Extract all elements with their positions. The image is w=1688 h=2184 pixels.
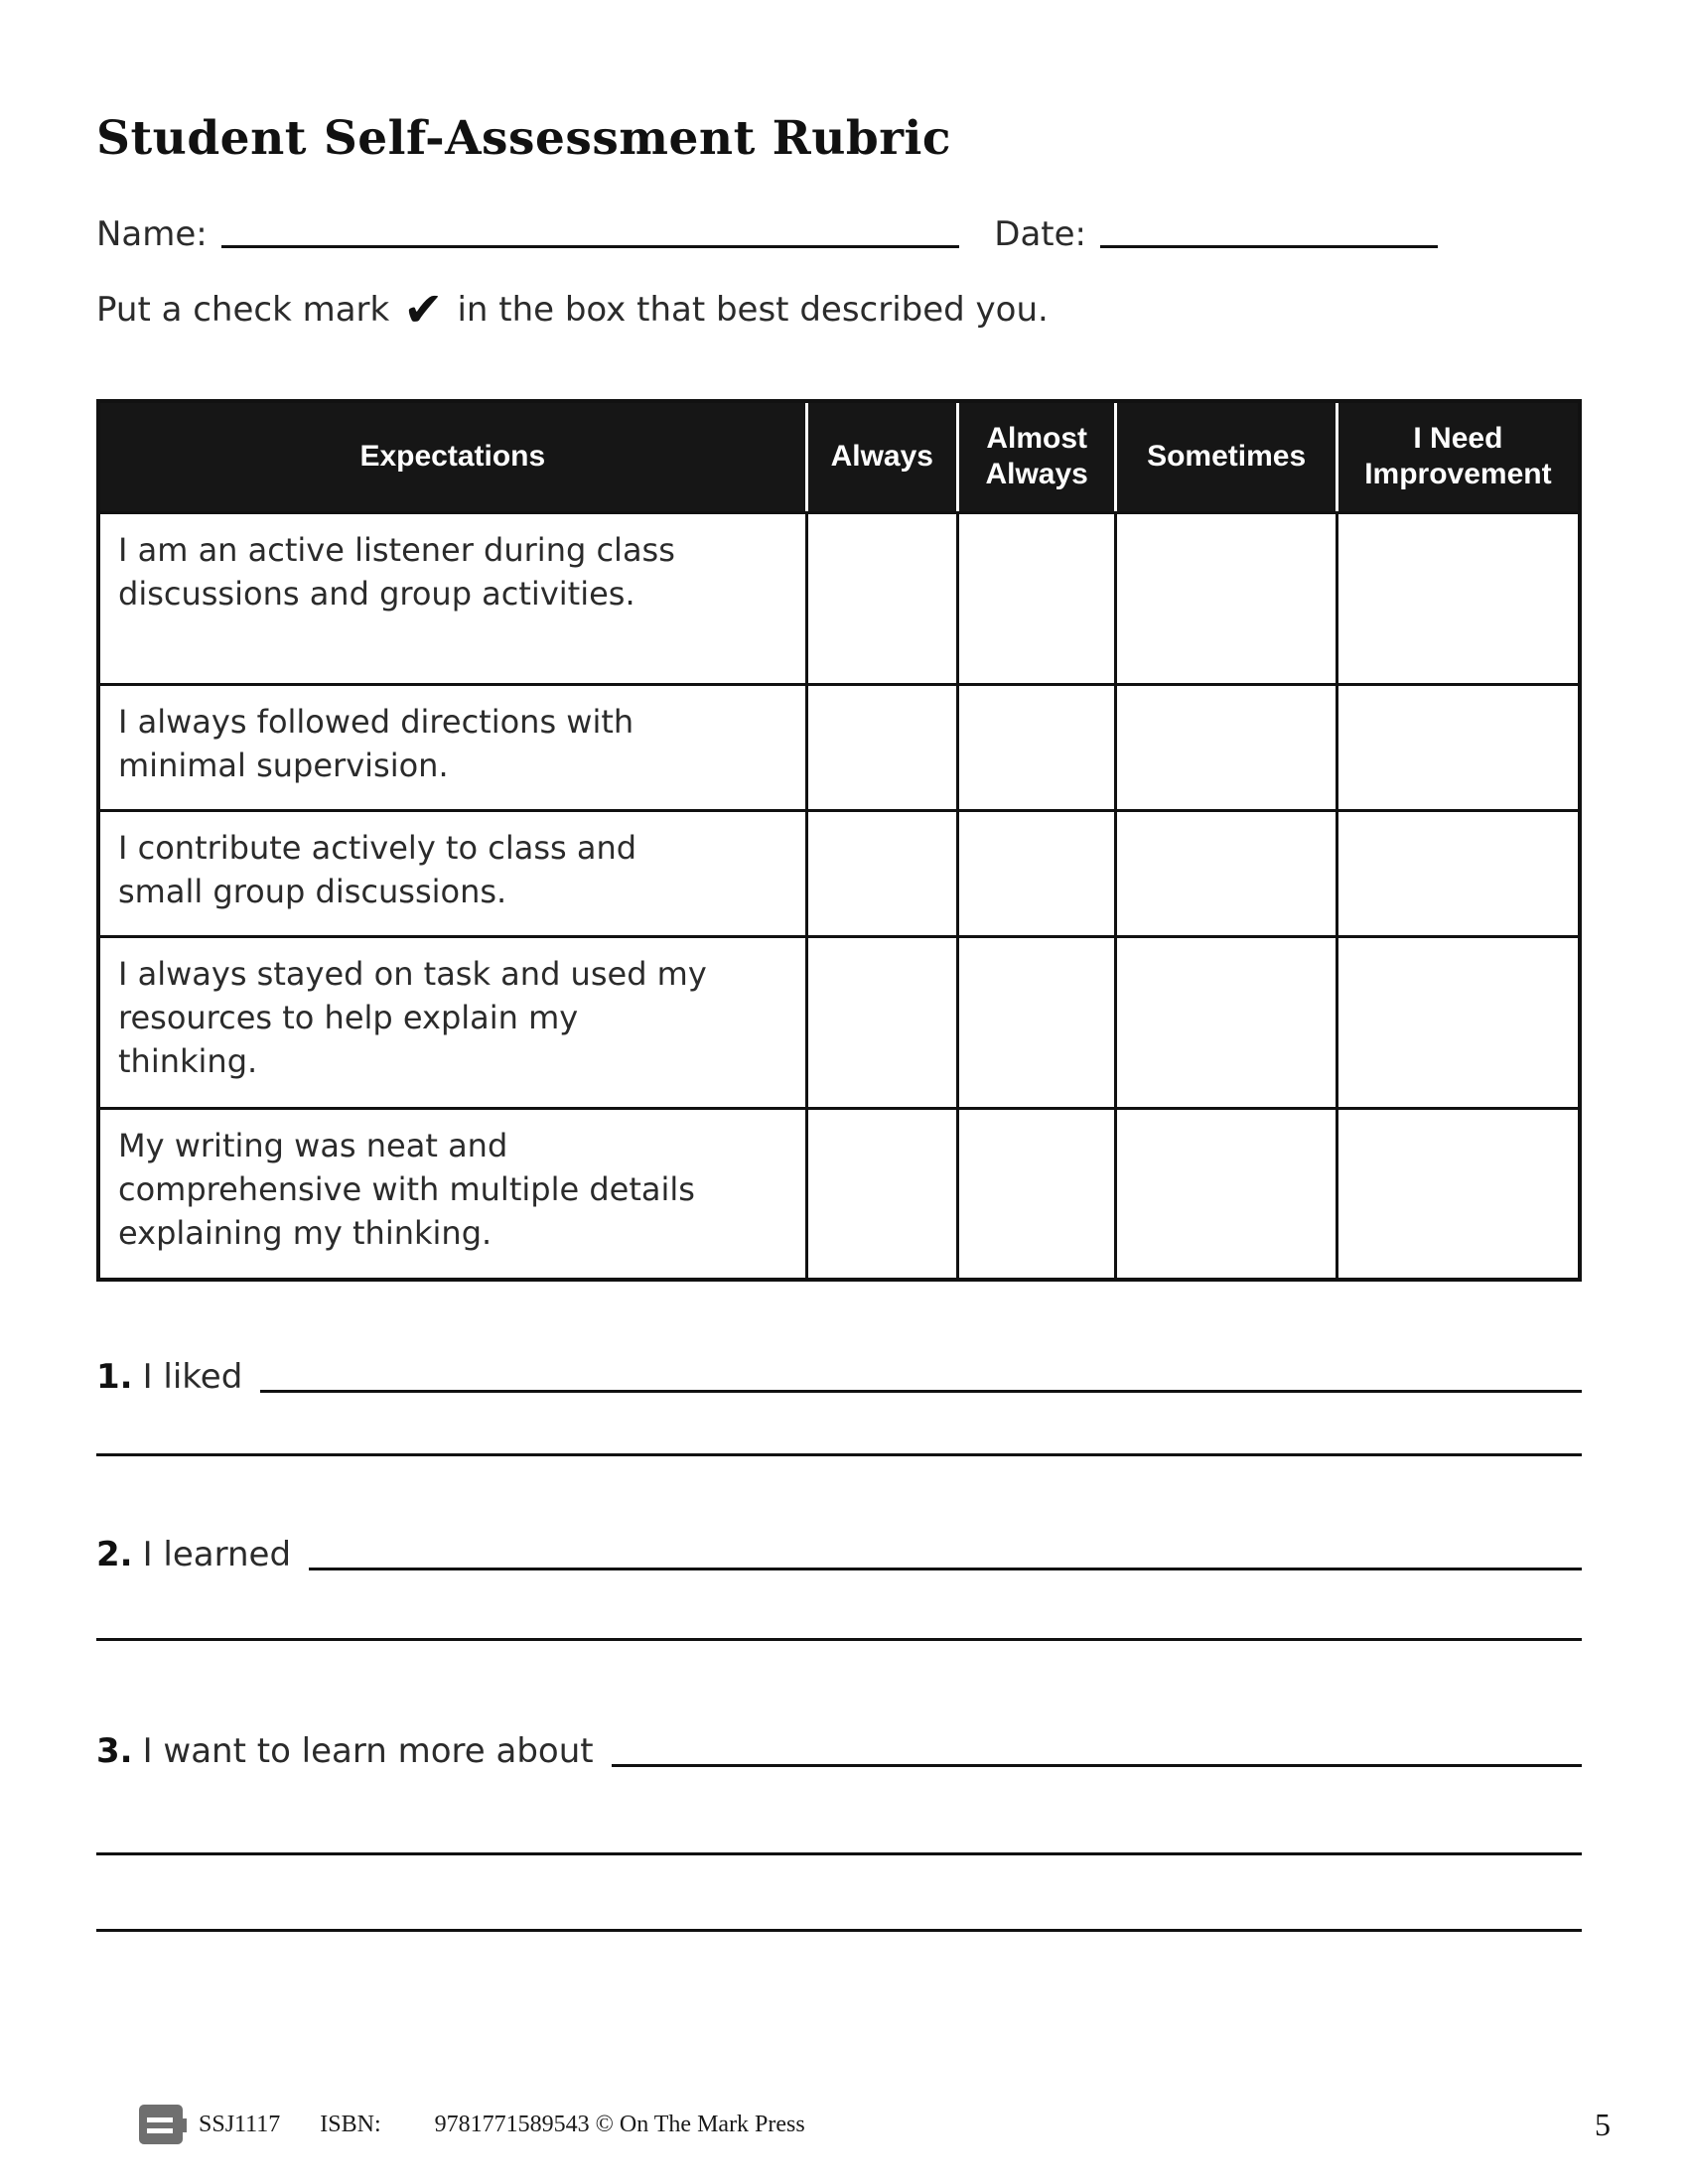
checkbox-cell-sometimes[interactable] <box>1116 1108 1336 1280</box>
question-1 <box>96 1351 1582 1397</box>
rubric-table <box>96 399 1582 1282</box>
question-2 <box>96 1529 1582 1574</box>
footer <box>139 2105 805 2144</box>
table-row <box>98 512 1580 684</box>
checkbox-cell-i-need-improvement[interactable] <box>1336 810 1580 936</box>
question-number: 3. <box>96 1731 133 1771</box>
answer-line-inline[interactable] <box>612 1764 1582 1767</box>
column-header-i-need-improvement: I Need Improvement <box>1336 401 1580 512</box>
page-title: Student Self-Assessment Rubric <box>96 111 951 166</box>
date-label: Date: <box>994 214 1086 254</box>
table-row <box>98 684 1580 810</box>
press-logo-icon <box>139 2105 183 2144</box>
answer-line-full[interactable] <box>96 1638 1582 1641</box>
question-label: I learned <box>142 1535 292 1574</box>
answer-line-inline[interactable] <box>260 1390 1582 1393</box>
checkbox-cell-i-need-improvement[interactable] <box>1336 684 1580 810</box>
checkbox-cell-i-need-improvement[interactable] <box>1336 1108 1580 1280</box>
instruction-text <box>96 282 1582 338</box>
checkbox-cell-sometimes[interactable] <box>1116 512 1336 684</box>
checkbox-cell-always[interactable] <box>806 936 957 1108</box>
column-header-expectations: Expectations <box>98 401 806 512</box>
checkbox-cell-almost-always[interactable] <box>957 512 1116 684</box>
expectation-cell: I contribute actively to class and small group discussions. <box>98 810 806 936</box>
checkbox-cell-sometimes[interactable] <box>1116 684 1336 810</box>
name-label: Name: <box>96 214 208 254</box>
question-3 <box>96 1725 1582 1771</box>
column-header-sometimes: Sometimes <box>1116 401 1336 512</box>
name-date-row <box>96 208 1582 254</box>
answer-line-full[interactable] <box>96 1929 1582 1932</box>
column-header-almost-always: Almost Always <box>957 401 1116 512</box>
instruction-suffix: in the box that best described you. <box>457 290 1049 330</box>
checkbox-cell-always[interactable] <box>806 1108 957 1280</box>
table-row <box>98 936 1580 1108</box>
checkbox-cell-almost-always[interactable] <box>957 684 1116 810</box>
date-input-line[interactable] <box>1100 245 1438 248</box>
question-label: I liked <box>142 1357 243 1397</box>
answer-line-full[interactable] <box>96 1453 1582 1456</box>
question-number: 1. <box>96 1357 133 1397</box>
column-header-always: Always <box>806 401 957 512</box>
checkbox-cell-sometimes[interactable] <box>1116 810 1336 936</box>
checkbox-cell-always[interactable] <box>806 512 957 684</box>
isbn-value: 9781771589543 © On The Mark Press <box>434 2111 805 2137</box>
table-row <box>98 810 1580 936</box>
name-input-line[interactable] <box>221 245 960 248</box>
answer-line-inline[interactable] <box>309 1568 1582 1570</box>
page-number: 5 <box>1595 2107 1611 2142</box>
checkbox-cell-always[interactable] <box>806 810 957 936</box>
check-mark-icon: ✔ <box>403 282 444 338</box>
isbn-label: ISBN: <box>320 2111 381 2137</box>
footer-text <box>199 2112 805 2138</box>
instruction-prefix: Put a check mark <box>96 290 390 330</box>
checkbox-cell-i-need-improvement[interactable] <box>1336 512 1580 684</box>
table-row <box>98 1108 1580 1280</box>
checkbox-cell-almost-always[interactable] <box>957 1108 1116 1280</box>
expectation-cell: I always followed directions with minimal supervision. <box>98 684 806 810</box>
checkbox-cell-always[interactable] <box>806 684 957 810</box>
table-header-row <box>98 401 1580 512</box>
expectation-cell: My writing was neat and comprehensive with multiple details explaining my thinking. <box>98 1108 806 1280</box>
expectation-cell: I always stayed on task and used my resources to help explain my thinking. <box>98 936 806 1108</box>
product-code: SSJ1117 <box>199 2111 281 2137</box>
question-label: I want to learn more about <box>142 1731 594 1771</box>
checkbox-cell-sometimes[interactable] <box>1116 936 1336 1108</box>
checkbox-cell-almost-always[interactable] <box>957 810 1116 936</box>
question-number: 2. <box>96 1535 133 1574</box>
expectation-cell: I am an active listener during class discussions and group activities. <box>98 512 806 684</box>
answer-line-full[interactable] <box>96 1852 1582 1855</box>
checkbox-cell-i-need-improvement[interactable] <box>1336 936 1580 1108</box>
checkbox-cell-almost-always[interactable] <box>957 936 1116 1108</box>
